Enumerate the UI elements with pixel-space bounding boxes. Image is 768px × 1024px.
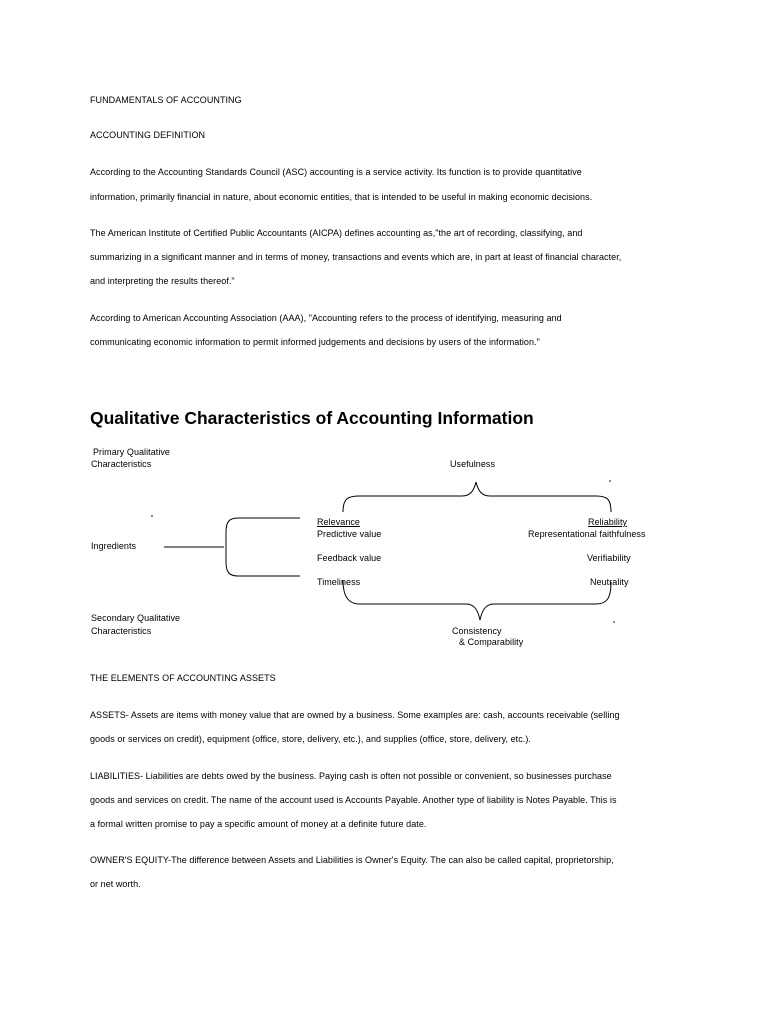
relevance-label: Relevance (317, 517, 360, 527)
primary-label-line2: Characteristics (91, 459, 152, 469)
para1-line2: information, primarily financial in nature, about economic entities, that is intended to be useful in making economic decisions. (90, 192, 593, 202)
assets-line1: ASSETS- Assets are items with money value that are owned by a business. Some examples are: cash, accounts receivable (selling (90, 710, 620, 720)
para2-line1: The American Institute of Certified Public Accountants (AICPA) defines accounting as,"the art of recording, classifying, and (90, 228, 583, 238)
para1-line1: According to the Accounting Standards Council (ASC) accounting is a service activity. Its function is to provide quantitative (90, 167, 582, 177)
consistency-label-line2: & Comparability (459, 637, 524, 647)
usefulness-label: Usefulness (450, 459, 496, 469)
verifiability-label: Verifiability (587, 553, 631, 563)
assets-line2: goods or services on credit), equipment (office, store, delivery, etc.), and supplies (office, store, delivery, etc.). (90, 734, 531, 744)
faithfulness-label: Representational faithfulness (528, 529, 646, 539)
secondary-label-line1: Secondary Qualitative (91, 613, 181, 623)
liabilities-line3: a formal written promise to pay a specific amount of money at a definite future date. (90, 819, 427, 829)
bottom-brace (343, 580, 611, 620)
equity-line1: OWNER'S EQUITY-The difference between Assets and Liabilities is Owner's Equity. The can also be called capital, proprietorship, (90, 855, 614, 865)
liabilities-line1: LIABILITIES- Liabilities are debts owed by the business. Paying cash is often not possible or convenient, so businesses purchase (90, 771, 612, 781)
feedback-value-label: Feedback value (317, 553, 382, 563)
primary-label-line1: Primary Qualitative (93, 447, 170, 457)
para2-line3: and interpreting the results thereof." (90, 276, 235, 286)
secondary-label-line2: Characteristics (91, 626, 152, 636)
liabilities-line2: goods and services on credit. The name of the account used is Accounts Payable. Another type of liability is Notes Payable. This is (90, 795, 617, 805)
elements-heading: THE ELEMENTS OF ACCOUNTING ASSETS (90, 673, 276, 683)
ingredients-label: Ingredients (91, 541, 137, 551)
qc-title: Qualitative Characteristics of Accounting Information (90, 408, 534, 428)
doc-heading: FUNDAMENTALS OF ACCOUNTING (90, 95, 242, 105)
top-brace (343, 482, 611, 512)
para2-line2: summarizing in a significant manner and in terms of money, transactions and events which are, in part at least of financial character, (90, 252, 622, 262)
consistency-label-line1: Consistency (452, 626, 502, 636)
para3-line1: According to American Accounting Association (AAA), "Accounting refers to the process of identifying, measuring and (90, 313, 562, 323)
neutrality-label: Neutrality (590, 577, 629, 587)
para3-line2: communicating economic information to permit informed judgements and decisions by users of the information." (90, 337, 540, 347)
ingredients-bracket (164, 518, 300, 576)
equity-line2: or net worth. (90, 879, 141, 889)
predictive-value-label: Predictive value (317, 529, 382, 539)
reliability-label: Reliability (588, 517, 628, 527)
definition-heading: ACCOUNTING DEFINITION (90, 130, 206, 140)
timeliness-label: Timeliness (317, 577, 361, 587)
